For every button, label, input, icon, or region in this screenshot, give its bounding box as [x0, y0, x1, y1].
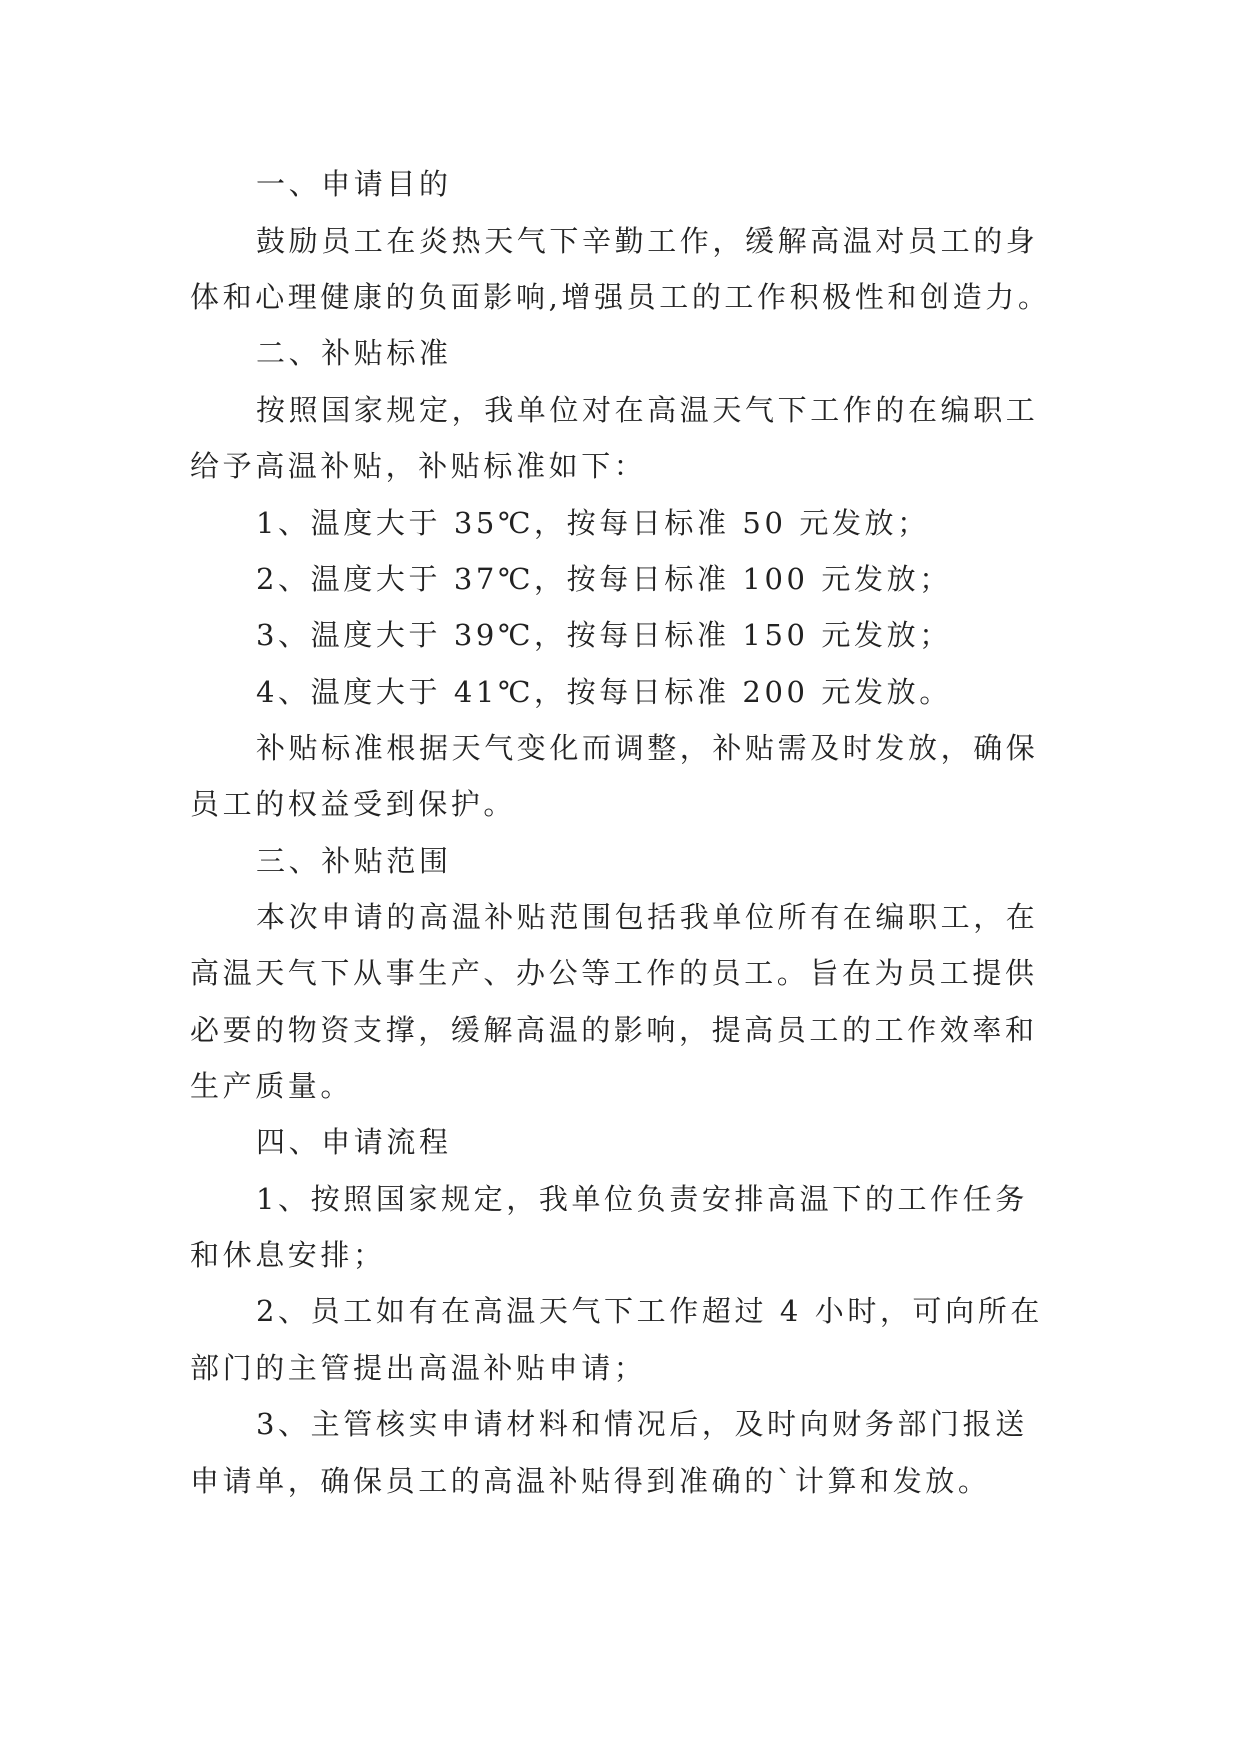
list-item: 1、温度大于 35℃，按每日标准 50 元发放； [256, 506, 930, 540]
section-heading-scope: 三、补贴范围 [256, 844, 452, 878]
section-heading-purpose: 一、申请目的 [256, 167, 452, 201]
paragraph-line: 必要的物资支撑，缓解高温的影响，提高员工的工作效率和 [190, 1013, 1038, 1047]
list-item: 2、温度大于 37℃，按每日标准 100 元发放； [256, 562, 952, 596]
list-item-continuation: 申请单，确保员工的高温补贴得到准确的`计算和发放。 [190, 1464, 991, 1498]
list-item: 3、主管核实申请材料和情况后，及时向财务部门报送 [256, 1407, 1028, 1441]
paragraph-line: 体和心理健康的负面影响,增强员工的工作积极性和创造力。 [190, 280, 1051, 314]
paragraph-line: 按照国家规定，我单位对在高温天气下工作的在编职工 [256, 393, 1039, 427]
section-heading-process: 四、申请流程 [256, 1125, 452, 1159]
list-item: 3、温度大于 39℃，按每日标准 150 元发放； [256, 618, 952, 652]
list-item: 4、温度大于 41℃，按每日标准 200 元发放。 [256, 675, 952, 709]
paragraph-line: 鼓励员工在炎热天气下辛勤工作，缓解高温对员工的身 [256, 224, 1039, 258]
paragraph-line: 高温天气下从事生产、办公等工作的员工。旨在为员工提供 [190, 956, 1038, 990]
paragraph-line: 给予高温补贴，补贴标准如下： [190, 449, 647, 483]
paragraph-line: 本次申请的高温补贴范围包括我单位所有在编职工，在 [256, 900, 1039, 934]
section-heading-standard: 二、补贴标准 [256, 336, 452, 370]
paragraph-line: 补贴标准根据天气变化而调整，补贴需及时发放，确保 [256, 731, 1039, 765]
paragraph-line: 员工的权益受到保护。 [190, 787, 517, 821]
list-item-continuation: 部门的主管提出高温补贴申请； [190, 1351, 647, 1385]
list-item: 2、员工如有在高温天气下工作超过 4 小时，可向所在 [256, 1294, 1043, 1328]
list-item: 1、按照国家规定，我单位负责安排高温下的工作任务 [256, 1182, 1028, 1216]
paragraph-line: 生产质量。 [190, 1069, 354, 1103]
list-item-continuation: 和休息安排； [190, 1238, 386, 1272]
